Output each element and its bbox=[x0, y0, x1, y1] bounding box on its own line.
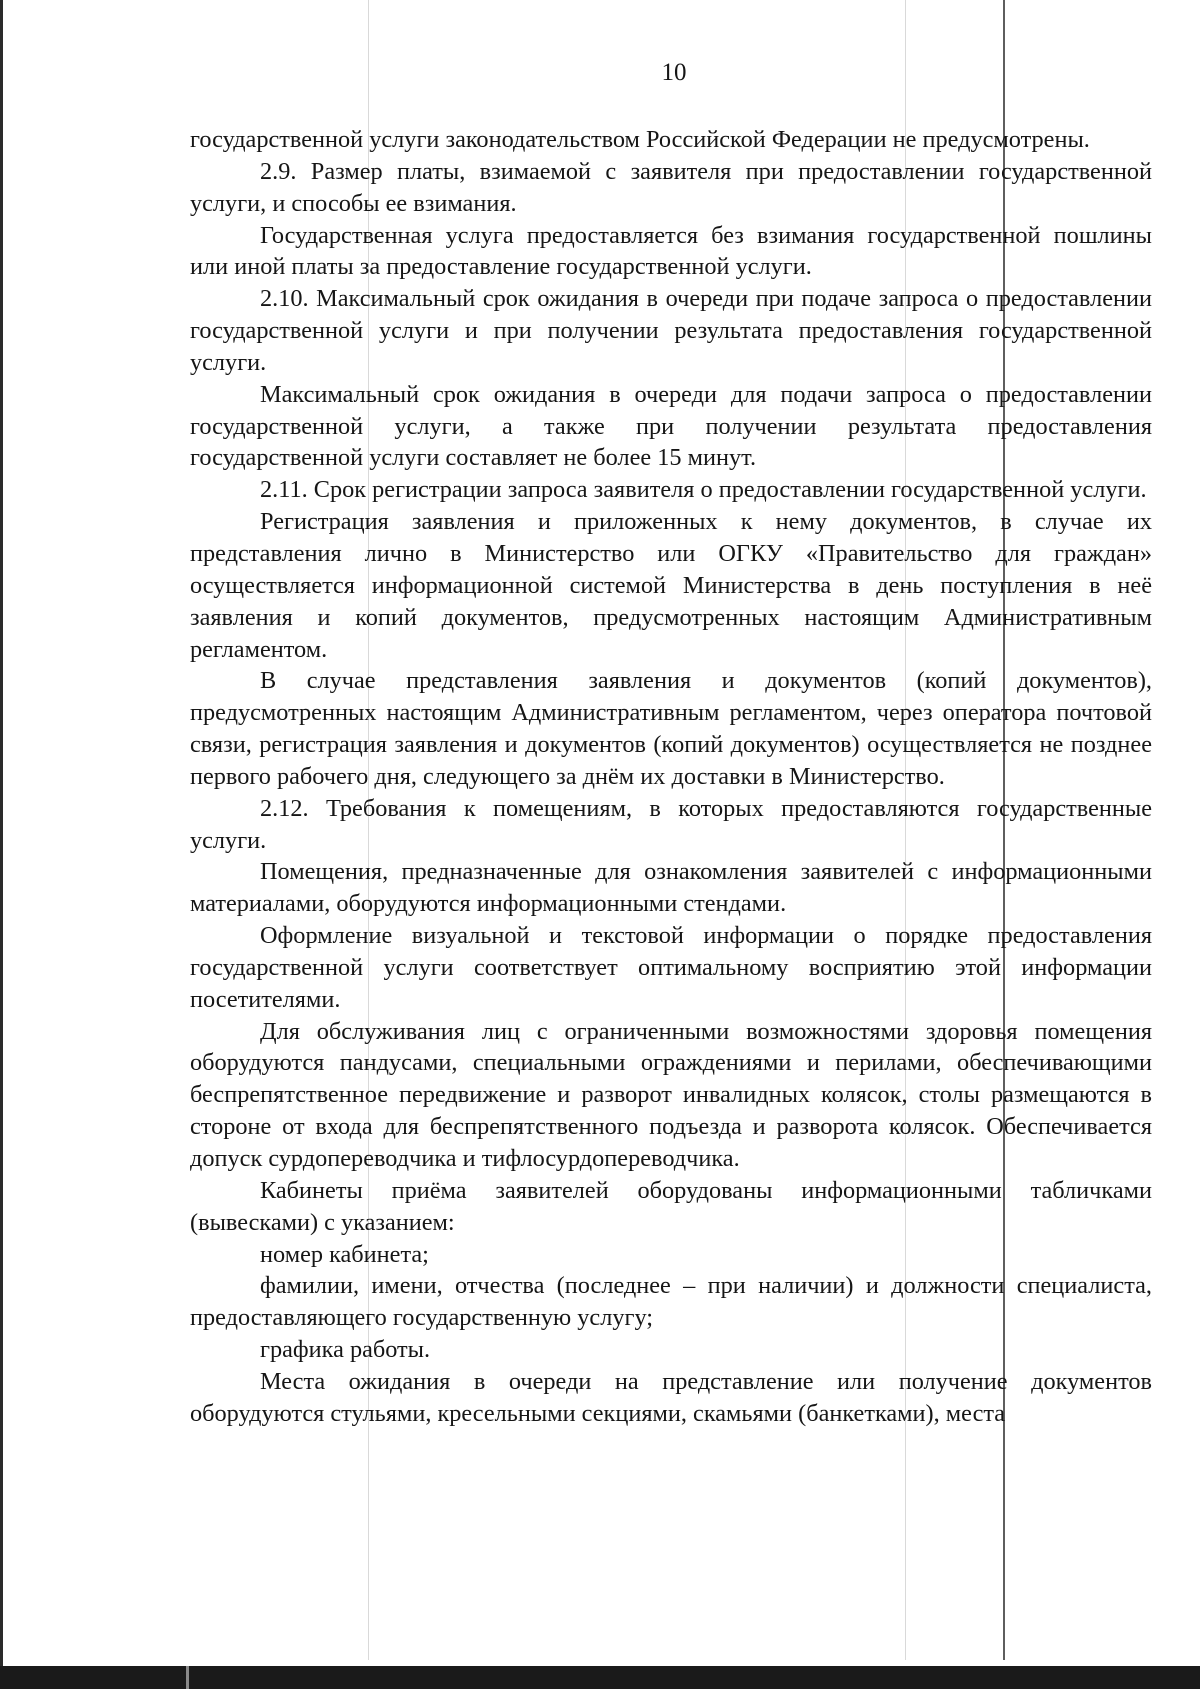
section-heading-2-10: 2.10. Максимальный срок ожидания в очереди при подаче запроса о предоставлении государственной услуги и при получении результата предоставления государственной услуги. bbox=[190, 285, 1152, 376]
list-item: графика работы. bbox=[260, 1336, 431, 1364]
list-item: номер кабинета; bbox=[260, 1240, 429, 1268]
paragraph: Для обслуживания лиц с ограниченными возможностями здоровья помещения оборудуются пандусами, специальными ограждениями и перилами, обеспечивающими беспрепятственное передвижение и разворот инвалидных колясок, столы размещаются в стороне от входа для беспрепятственного подъезда и разворота колясок. Обеспечивается допуск сурдопереводчика и тифлосурдопереводчика. bbox=[190, 1017, 1152, 1172]
paragraph: Максимальный срок ожидания в очереди для подачи запроса о предоставлении государственной услуги, а также при получении результата предоставления государственной услуги составляет не более 15 минут. bbox=[190, 380, 1152, 472]
paragraph: Помещения, предназначенные для ознакомления заявителей с информационными материалами, оборудуются информационными стендами. bbox=[190, 858, 1152, 918]
paragraph: государственной услуги законодательством Российской Федерации не предусмотрены. bbox=[190, 126, 1090, 153]
list-item: фамилии, имени, отчества (последнее – при наличии) и должности специалиста, предоставляющего государственную услугу; bbox=[190, 1272, 1152, 1332]
scan-bottom-bar-gap bbox=[186, 1666, 189, 1689]
scan-left-edge bbox=[0, 0, 3, 1689]
document-body bbox=[190, 124, 1152, 1430]
paragraph: Кабинеты приёма заявителей оборудованы информационными табличками (вывесками) с указанием: bbox=[190, 1176, 1152, 1236]
section-heading-2-9: 2.9. Размер платы, взимаемой с заявителя при предоставлении государственной услуги, и способы ее взимания. bbox=[190, 157, 1152, 217]
section-heading-2-11: 2.11. Срок регистрации запроса заявителя о предоставлении государственной услуги. bbox=[260, 476, 1147, 504]
section-heading-2-12: 2.12. Требования к помещениям, в которых предоставляются государственные услуги. bbox=[190, 794, 1152, 854]
paragraph: Государственная услуга предоставляется без взимания государственной пошлины или иной платы за предоставление государственной услуги. bbox=[190, 221, 1152, 281]
paragraph: В случае представления заявления и документов (копий документов), предусмотренных настоящим Административным регламентом, через оператора почтовой связи, регистрация заявления и документов (копий документов) осуществляется не позднее первого рабочего дня, следующего за днём их доставки в Министерство. bbox=[190, 667, 1152, 790]
page-number: 10 bbox=[661, 59, 687, 86]
paragraph: Регистрация заявления и приложенных к нему документов, в случае их представления лично в Министерство или ОГКУ «Правительство для граждан» осуществляется информационной системой Министерства в день поступления в неё заявления и копий документов, предусмотренных настоящим Административным регламентом. bbox=[190, 508, 1152, 663]
paragraph: Места ожидания в очереди на представление или получение документов оборудуются стульями, кресельными секциями, скамьями (банкетками), места bbox=[190, 1367, 1152, 1427]
scan-bottom-bar bbox=[0, 1666, 1200, 1689]
paragraph: Оформление визуальной и текстовой информации о порядке предоставления государственной услуги соответствует оптимальному восприятию этой информации посетителями. bbox=[190, 922, 1152, 1013]
